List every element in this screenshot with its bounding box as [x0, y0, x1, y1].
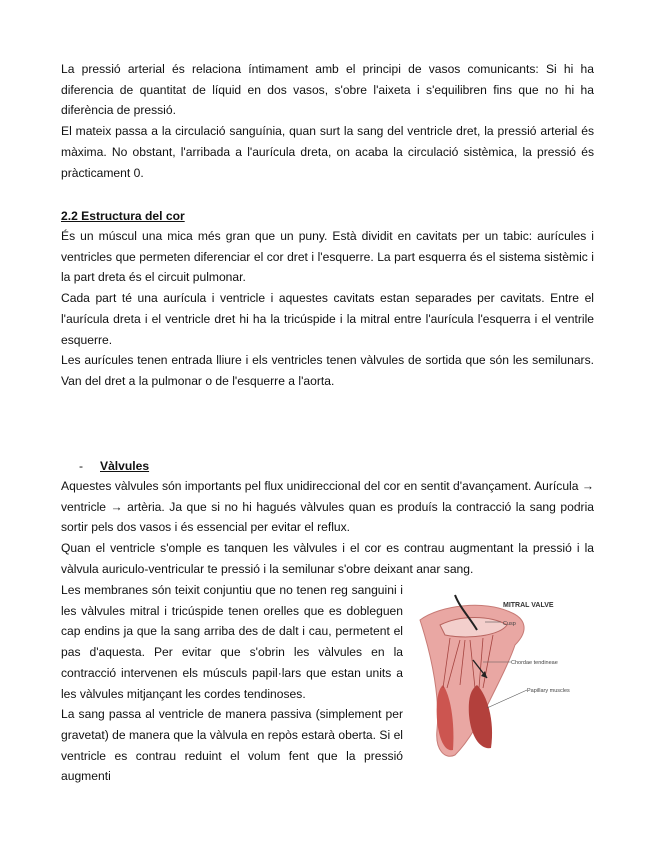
section-heading-valves: Vàlvules — [100, 459, 150, 473]
intro-section — [61, 59, 594, 183]
heart-structure-section — [61, 226, 594, 392]
intro-paragraph-2: El mateix passa a la circulació sanguínia, quan surt la sang del ventricle dret, la pressió arterial és màxima. No obstant, l'arribada a l'aurícula dreta, on acaba la circulació sistèmica, la pressió és pràcticament 0. — [61, 124, 594, 180]
label-papillary: Papillary muscles — [527, 688, 570, 694]
bullet-dash: - — [79, 459, 84, 473]
intro-paragraph-1: La pressió arterial és relaciona íntimament amb el principi de vasos comunicants: Si hi ha diferencia de quantitat de líquid en dos vasos, s'obre l'aixeta i s'equilibren fins que no hi ha diferència de pressió. — [61, 62, 594, 118]
mitral-valve-illustration — [415, 590, 600, 765]
valves-paragraph-4: La sang passa al ventricle de manera passiva (simplement per gravetat) de manera que la vàlvula en repòs estarà oberta. Si el ventricle es contrau reduint el volum fent que la pressió augmenti — [61, 707, 403, 784]
valves-text-beside-figure — [61, 580, 403, 787]
mitral-valve-figure — [415, 590, 600, 765]
heart-paragraph-1: És un múscul una mica més gran que un puny. Està dividit en cavitats per un tabic: aurícules i ventricles que permeten diferenciar el cor dret i l'esquerre. La part esquerra és el sistema sistèmic i la part dreta és el circuit pulmonar. — [61, 229, 594, 285]
label-chordae: Chordae tendineae — [511, 660, 558, 666]
figure-title: MITRAL VALVE — [503, 602, 554, 609]
heart-paragraph-3: Les aurícules tenen entrada lliure i els ventricles tenen vàlvules de sortida que són les semilunars. Van del dret a la pulmonar o de l'esquerre a l'aorta. — [61, 353, 594, 388]
valves-section — [61, 476, 594, 580]
valves-paragraph-3: Les membranes són teixit conjuntiu que no tenen reg sanguini i les vàlvules mitral i tricúspide tenen orelles que es dobleguen cap endins ja que la sang arriba des de dalt i cau, permetent el pas d'aquesta. Per evitar que s'obrin les vàlvules en la contracció intervenen els músculs papil·lars que estan units a les vàlvules mitjançant les cordes tendinoses. — [61, 583, 403, 701]
label-cusp: Cusp — [503, 621, 516, 627]
valves-paragraph-2: Quan el ventricle s'omple es tanquen les vàlvules i el cor es contrau augmentant la pressió i la vàlvula auriculo-ventricular te pressió i la semilunar s'obre deixant anar sang. — [61, 541, 594, 576]
section-heading-heart-structure: 2.2 Estructura del cor — [61, 209, 185, 223]
heart-paragraph-2: Cada part té una aurícula i ventricle i aquestes cavitats estan separades per cavitats. Entre el l'aurícula dreta i el ventricle dret hi ha la tricúspide i la mitral entre l'aurícula l'esquerra i el ventrile esquerre. — [61, 291, 594, 347]
valves-paragraph-1: Aquestes vàlvules són importants pel flux unidireccional del cor en sentit d'avançament. Aurícula → ventricle → artèria. Ja que si no hi hagués vàlvules quan es produís la contracció la sang podria sortir pels dos vasos i és essencial per evitar el reflux. — [61, 479, 594, 535]
